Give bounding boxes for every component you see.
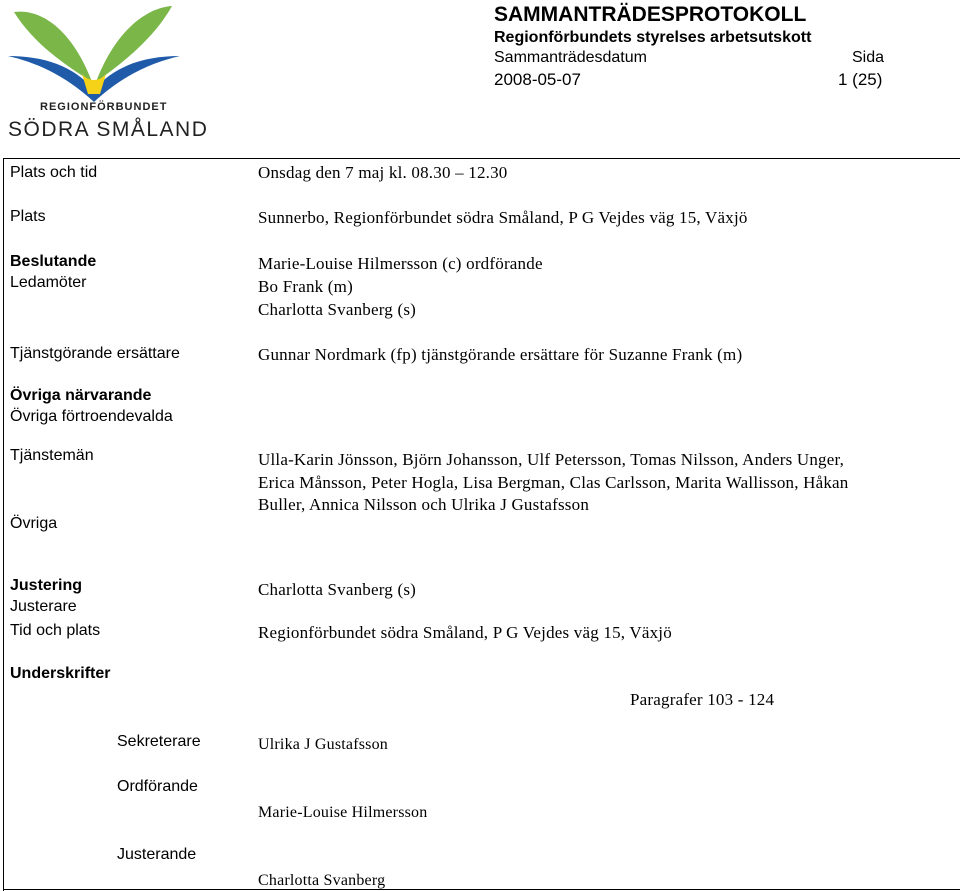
logo-line2: SÖDRA SMÅLAND (8, 118, 209, 141)
value-paragrafer: Paragrafer 103 - 124 (630, 690, 775, 709)
label-ovriga-fortroendevalda: Övriga förtroendevalda (10, 408, 173, 425)
value-justerare: Charlotta Svanberg (s) (258, 580, 416, 599)
logo-blue-arc (8, 56, 180, 102)
value-tid-och-plats: Regionförbundet södra Småland, P G Vejdes väg 15, Växjö (258, 623, 672, 642)
value-tjanstemaen-line-1: Ulla-Karin Jönsson, Björn Johansson, Ulf Petersson, Tomas Nilsson, Anders Unger, (258, 450, 845, 469)
document-subtitle: Regionförbundets styrelses arbetsutskott (494, 29, 812, 46)
regionforbundet-logo-icon (4, 4, 184, 104)
label-ovriga-narvarande: Övriga närvarande (10, 387, 152, 404)
signature-sekreterare: Ulrika J Gustafsson (258, 736, 389, 753)
frame-bottom-divider (3, 889, 960, 890)
page-label: Sida (852, 49, 885, 66)
frame-top-divider (3, 158, 960, 159)
value-plats: Sunnerbo, Regionförbundet södra Småland, P G Vejdes väg 15, Växjö (258, 208, 748, 227)
label-tid-och-plats: Tid och plats (10, 622, 101, 639)
value-ersattare: Gunnar Nordmark (fp) tjänstgörande ersättare för Suzanne Frank (m) (258, 345, 743, 364)
label-underskrifter: Underskrifter (10, 665, 111, 682)
label-justerande: Justerande (117, 846, 197, 863)
label-ordforande: Ordförande (117, 778, 198, 795)
label-justerare: Justerare (10, 598, 77, 615)
page-number: 1 (25) (838, 70, 883, 89)
label-plats: Plats (10, 208, 46, 225)
frame-left-divider (3, 158, 4, 891)
value-tid: Onsdag den 7 maj kl. 08.30 – 12.30 (258, 163, 508, 182)
document-title: SAMMANTRÄDESPROTOKOLL (494, 3, 807, 26)
value-tjanstemaen-line-2: Erica Månsson, Peter Hogla, Lisa Bergman, Clas Carlsson, Marita Wallisson, Håkan (258, 473, 849, 492)
label-plats-och-tid: Plats och tid (10, 164, 98, 181)
value-ledamot-1: Marie-Louise Hilmersson (c) ordförande (258, 254, 543, 273)
label-ovriga: Övriga (10, 515, 58, 532)
date-label: Sammanträdesdatum (494, 49, 647, 66)
value-ledamot-2: Bo Frank (m) (258, 277, 353, 296)
meeting-date: 2008-05-07 (494, 70, 581, 89)
signature-ordforande: Marie-Louise Hilmersson (258, 804, 428, 821)
logo-line1: REGIONFÖRBUNDET (40, 101, 168, 113)
label-ledamoter: Ledamöter (10, 274, 87, 291)
value-ledamot-3: Charlotta Svanberg (s) (258, 300, 416, 319)
label-justering: Justering (10, 577, 83, 594)
label-sekreterare: Sekreterare (117, 733, 201, 750)
label-tjanstemaen: Tjänstemän (10, 447, 94, 464)
value-tjanstemaen-line-3: Buller, Annica Nilsson och Ulrika J Gustafsson (258, 495, 590, 514)
label-tjanstgorande: Tjänstgörande ersättare (10, 345, 180, 362)
label-beslutande: Beslutande (10, 253, 97, 270)
signature-justerande: Charlotta Svanberg (258, 872, 386, 889)
